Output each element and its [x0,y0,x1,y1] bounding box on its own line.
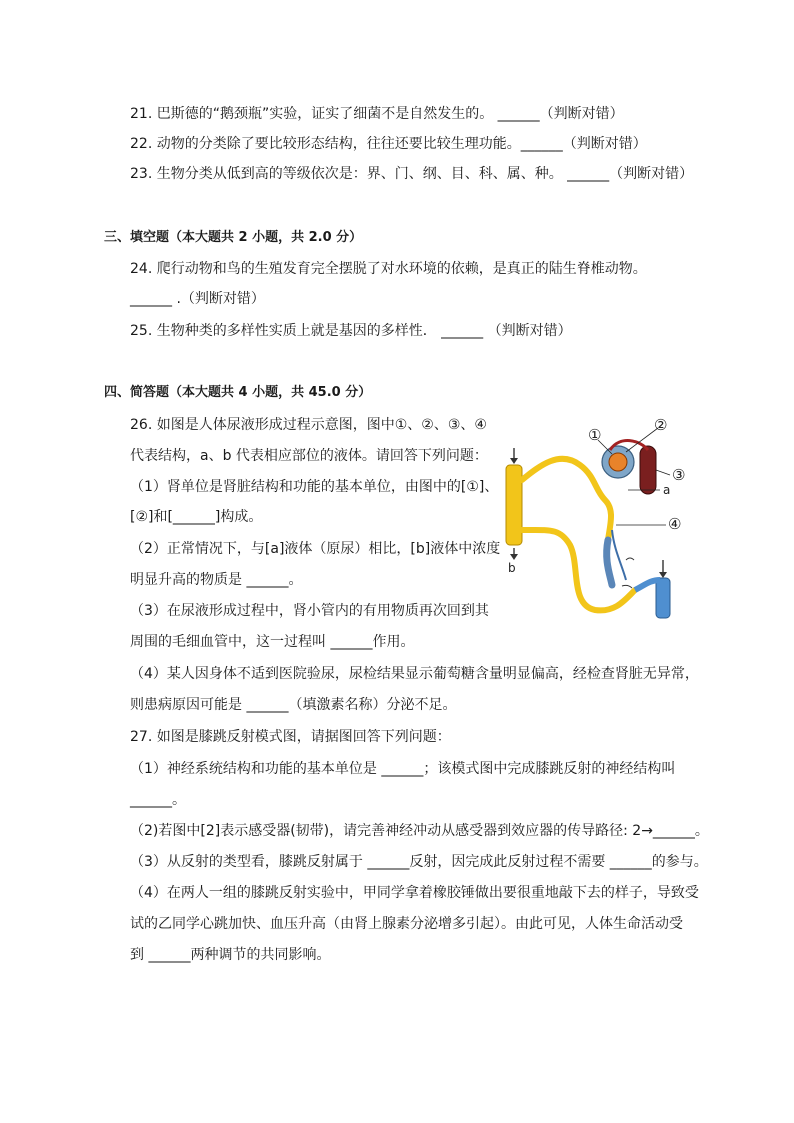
question-27-part4b: 试的乙同学心跳加快、血压升高（由肾上腺素分泌增多引起）。由此可见，人体生命活动受 [130,916,683,932]
label-b: b [508,561,516,575]
question-26-part4b: 则患病原因可能是 ______（填激素名称）分泌不足。 [130,697,457,713]
section-3-heading: 三、填空题（本大题共 2 小题，共 2.0 分） [104,230,363,245]
question-27-part1a: （1）神经系统结构和功能的基本单位是 ______；该模式图中完成膝跳反射的神经结构叫 [130,761,676,777]
question-27-part3: （3）从反射的类型看，膝跳反射属于 ______反射，因完成此反射过程不需要 ______的参与。 [130,854,708,870]
question-24-line2: ______ .（判断对错） [130,291,265,307]
label-4: ④ [668,515,682,533]
question-22: 22. 动物的分类除了要比较形态结构，往往还要比较生理功能。______（判断对错） [130,136,647,152]
section-4-heading: 四、简答题（本大题共 4 小题，共 45.0 分） [104,385,372,400]
question-24-line1: 24. 爬行动物和鸟的生殖发育完全摆脱了对水环境的依赖，是真正的陆生脊椎动物。 [130,261,647,277]
question-26-part2b: 明显升高的物质是 ______。 [130,572,303,588]
label-a: a [663,483,671,497]
label-1: ① [588,426,602,444]
question-26-part3b: 周围的毛细血管中，这一过程叫 ______作用。 [130,634,415,650]
question-27-part1b: ______。 [130,792,186,808]
question-27-part4c: 到 ______两种调节的共同影响。 [130,947,331,963]
question-21: 21. 巴斯德的“鹅颈瓶”实验，证实了细菌不是自然发生的。 ______（判断对错） [130,106,624,122]
question-27-part2: （2)若图中[2]表示感受器(韧带)，请完善神经冲动从感受器到效应器的传导路径: 2→______。 [130,823,709,839]
nephron-diagram [500,410,700,625]
question-26-part3a: （3）在尿液形成过程中，肾小管内的有用物质再次回到其 [130,603,489,619]
question-26-part1b: [②]和[______]构成。 [130,509,263,525]
question-26-part2a: （2）正常情况下，与[a]液体（原尿）相比，[b]液体中浓度 [130,541,501,557]
question-27: 27. 如图是膝跳反射模式图，请据图回答下列问题： [130,729,451,745]
question-27-part4a: （4）在两人一组的膝跳反射实验中，甲同学拿着橡胶锤做出要很重地敲下去的样子，导致受 [130,885,699,901]
question-26-line1: 26. 如图是人体尿液形成过程示意图，图中①、②、③、④ [130,417,487,433]
question-25: 25. 生物种类的多样性实质上就是基因的多样性． ______ （判断对错） [130,323,572,339]
question-23: 23. 生物分类从低到高的等级依次是：界、门、纲、目、科、属、种。 ______（判断对错） [130,166,694,182]
label-2: ② [654,416,668,434]
label-3: ③ [672,466,686,484]
question-26-line2: 代表结构，a、b 代表相应部位的液体。请回答下列问题： [130,448,488,464]
question-26-part1a: （1）肾单位是肾脏结构和功能的基本单位，由图中的[①]、 [130,479,499,495]
question-26-part4a: （4）某人因身体不适到医院验尿，尿检结果显示葡萄糖含量明显偏高，经检查肾脏无异常， [130,666,699,682]
